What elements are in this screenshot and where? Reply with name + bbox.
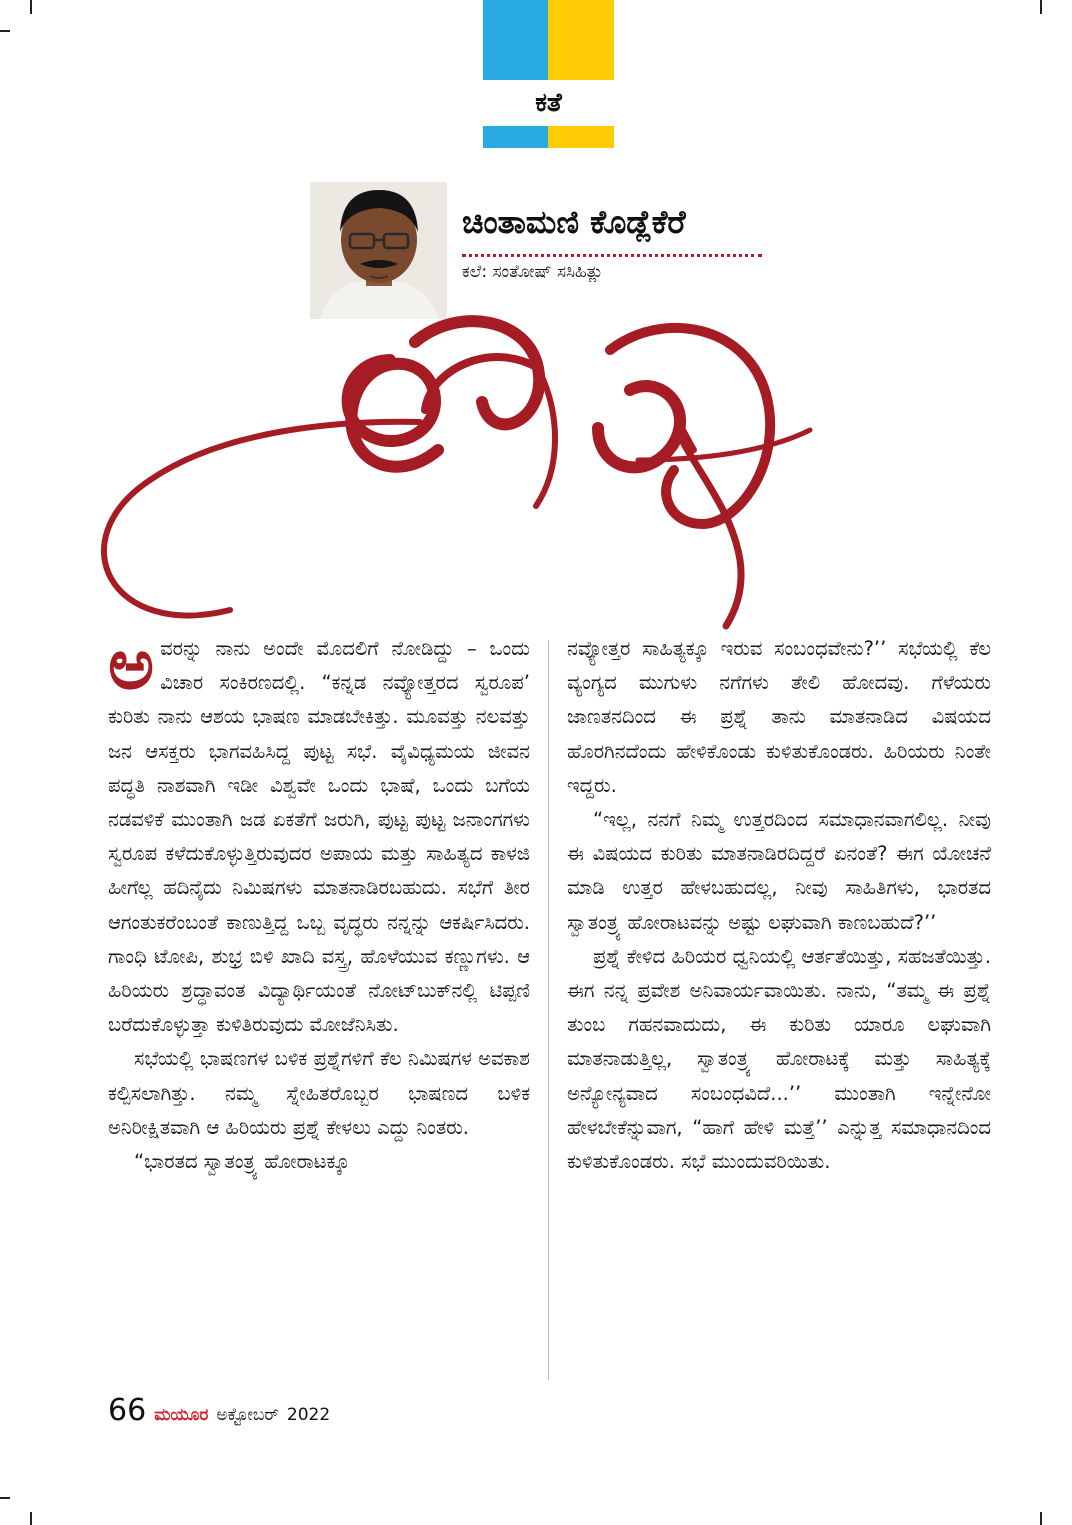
crop-mark	[0, 1497, 10, 1499]
article-paragraph	[108, 623, 530, 1042]
crop-mark	[30, 0, 32, 14]
article-paragraph: “ಇಲ್ಲ, ನನಗೆ ನಿಮ್ಮ ಉತ್ತರದಿಂದ ಸಮಾಧಾನವಾಗಲಿಲ್ಲ. ನೀವು ಈ ವಿಷಯದ ಕುರಿತು ಮಾತನಾಡಿರದಿದ್ದರೆ ಏನಂತೆ? ಈಗ ಯೋಚನೆ ಮಾಡಿ ಉತ್ತರ ಹೇಳಬಹುದಲ್ಲ, ನೀವು ಸಾಹಿತಿಗಳು, ಭಾರತದ ಸ್ವಾತಂತ್ರ್ಯ ಹೋರಾಟವನ್ನು ಅಷ್ಟು ಲಘುವಾಗಿ ಕಾಣಬಹುದೆ?’’	[567, 808, 991, 934]
magazine-logo: ಮಯೂರ	[154, 1405, 209, 1425]
page-footer	[108, 1393, 330, 1428]
story-title-calligraphy	[90, 310, 890, 630]
column-divider	[548, 640, 549, 1380]
dotted-divider	[462, 254, 762, 257]
article-paragraph: ನವ್ಯೋತ್ತರ ಸಾಹಿತ್ಯಕ್ಕೂ ಇರುವ ಸಂಬಂಧವೇನು?’’ ಸಭೆಯಲ್ಲಿ ಕೆಲ ವ್ಯಂಗ್ಯದ ಮುಗುಳು ನಗೆಗಳು ತೇಲಿ ಹೋದವು. ಗೆಳೆಯರು ಜಾಣತನದಿಂದ ಈ ಪ್ರಶ್ನೆ ತಾನು ಮಾತನಾಡಿದ ವಿಷಯದ ಹೊರಗಿನದೆಂದು ಹೇಳಿಕೊಂಡು ಕುಳಿತುಕೊಂಡರು. ಹಿರಿಯರು ನಿಂತೇ ಇದ್ದರು.	[567, 637, 991, 797]
crop-mark	[0, 30, 10, 32]
crop-mark	[1040, 1512, 1042, 1525]
badge-yellow-bar	[548, 126, 614, 148]
drop-cap: ಅ	[108, 623, 155, 705]
issue-year: 2022	[286, 1405, 331, 1425]
article-paragraph: ಪ್ರಶ್ನೆ ಕೇಳಿದ ಹಿರಿಯರ ಧ್ವನಿಯಲ್ಲಿ ಆರ್ತತೆಯಿತ್ತು, ಸಹಜತೆಯಿತ್ತು. ಈಗ ನನ್ನ ಪ್ರವೇಶ ಅನಿವಾರ್ಯವಾಯಿತು. ನಾನು, “ತಮ್ಮ ಈ ಪ್ರಶ್ನೆ ತುಂಬ ಗಹನವಾದುದು, ಈ ಕುರಿತು ಯಾರೂ ಲಘುವಾಗಿ ಮಾತನಾಡುತ್ತಿಲ್ಲ, ಸ್ವಾತಂತ್ರ್ಯ ಹೋರಾಟಕ್ಕೆ ಮತ್ತು ಸಾಹಿತ್ಯಕ್ಕೆ ಅನ್ಯೋನ್ಯವಾದ ಸಂಬಂಧವಿದೆ...’’ ಮುಂತಾಗಿ ಇನ್ನೇನೋ ಹೇಳಬೇಕೆನ್ನುವಾಗ, “ಹಾಗೆ ಹೇಳಿ ಮತ್ತೆ’’ ಎನ್ನುತ್ತ ಸಮಾಧಾನದಿಂದ ಕುಳಿತುಕೊಂಡರು. ಸಭೆ ಮುಂದುವರಿಯಿತು.	[567, 944, 991, 1174]
article-column-2	[567, 632, 991, 1179]
article-column-1	[108, 623, 530, 1179]
page-number: 66	[108, 1393, 147, 1428]
article-paragraph: ಸಭೆಯಲ್ಲಿ ಭಾಷಣಗಳ ಬಳಿಕ ಪ್ರಶ್ನೆಗಳಿಗೆ ಕೆಲ ನಿಮಿಷಗಳ ಅವಕಾಶ ಕಲ್ಪಿಸಲಾಗಿತ್ತು. ನಮ್ಮ ಸ್ನೇಹಿತರೊಬ್ಬರ ಭಾಷಣದ ಬಳಿಕ ಅನಿರೀಕ್ಷಿತವಾಗಿ ಆ ಹಿರಿಯರು ಪ್ರಶ್ನೆ ಕೇಳಲು ಎದ್ದು ನಿಂತರು.	[108, 1047, 530, 1139]
section-label: ಕತೆ	[535, 88, 562, 118]
badge-blue-block	[483, 0, 548, 80]
article-paragraph: “ಭಾರತದ ಸ್ವಾತಂತ್ರ್ಯ ಹೋರಾಟಕ್ಕೂ	[134, 1150, 350, 1174]
badge-blue-bar	[483, 126, 548, 148]
illustration-credit: ಕಲೆ: ಸಂತೋಷ್ ಸಸಿಹಿತ್ಲು	[462, 262, 604, 282]
section-badge	[483, 0, 614, 148]
paragraph-text: ವರನ್ನು ನಾನು ಅಂದೇ ಮೊದಲಿಗೆ ನೋಡಿದ್ದು – ಒಂದು ವಿಚಾರ ಸಂಕಿರಣದಲ್ಲಿ. “ಕನ್ನಡ ನವ್ಯೋತ್ತರದ ಸ್ವರೂಪ’ ಕುರಿತು ನಾನು ಆಶಯ ಭಾಷಣ ಮಾಡಬೇಕಿತ್ತು. ಮೂವತ್ತು ನಲವತ್ತು ಜನ ಆಸಕ್ತರು ಭಾಗವಹಿಸಿದ್ದ ಪುಟ್ಟ ಸಭೆ. ವೈವಿಧ್ಯಮಯ ಜೀವನ ಪದ್ಧತಿ ನಾಶವಾಗಿ ಇಡೀ ವಿಶ್ವವೇ ಒಂದು ಭಾಷೆ, ಒಂದು ಬಗೆಯ ನಡವಳಿಕೆ ಮುಂತಾಗಿ ಜಡ ಏಕತೆಗೆ ಜರುಗಿ, ಪುಟ್ಟ ಪುಟ್ಟ ಜನಾಂಗಗಳು ಸ್ವರೂಪ ಕಳೆದುಕೊಳ್ಳುತ್ತಿರುವುದರ ಅಪಾಯ ಮತ್ತು ಸಾಹಿತ್ಯದ ಕಾಳಜಿ ಹೀಗೆಲ್ಲ ಹದಿನೈದು ನಿಮಿಷಗಳು ಮಾತನಾಡಿರಬಹುದು. ಸಭೆಗೆ ತೀರ ಆಗಂತುಕರೆಂಬಂತೆ ಕಾಣುತ್ತಿದ್ದ ಒಬ್ಬ ವೃದ್ಧರು ನನ್ನನ್ನು ಆಕರ್ಷಿಸಿದರು. ಗಾಂಧಿ ಟೋಪಿ, ಶುಭ್ರ ಬಿಳಿ ಖಾದಿ ವಸ್ತ್ರ, ಹೊಳೆಯುವ ಕಣ್ಣುಗಳು. ಆ ಹಿರಿಯರು ಶ್ರದ್ಧಾವಂತ ವಿದ್ಯಾರ್ಥಿಯಂತೆ ನೋಟ್‌ಬುಕ್‌ನಲ್ಲಿ ಟಿಪ್ಪಣಿ ಬರೆದುಕೊಳ್ಳುತ್ತಾ ಕುಳಿತಿರುವುದು ಮೋಜೆನಿಸಿತು.	[108, 637, 530, 1037]
crop-mark	[30, 1512, 32, 1525]
badge-yellow-block	[548, 0, 614, 80]
issue-month: ಅಕ್ಟೋಬರ್	[216, 1405, 279, 1425]
author-name: ಚಿಂತಾಮಣಿ ಕೊಡ್ಲೆಕೆರೆ	[462, 203, 686, 241]
crop-mark	[1040, 0, 1042, 14]
author-photo	[310, 182, 447, 319]
